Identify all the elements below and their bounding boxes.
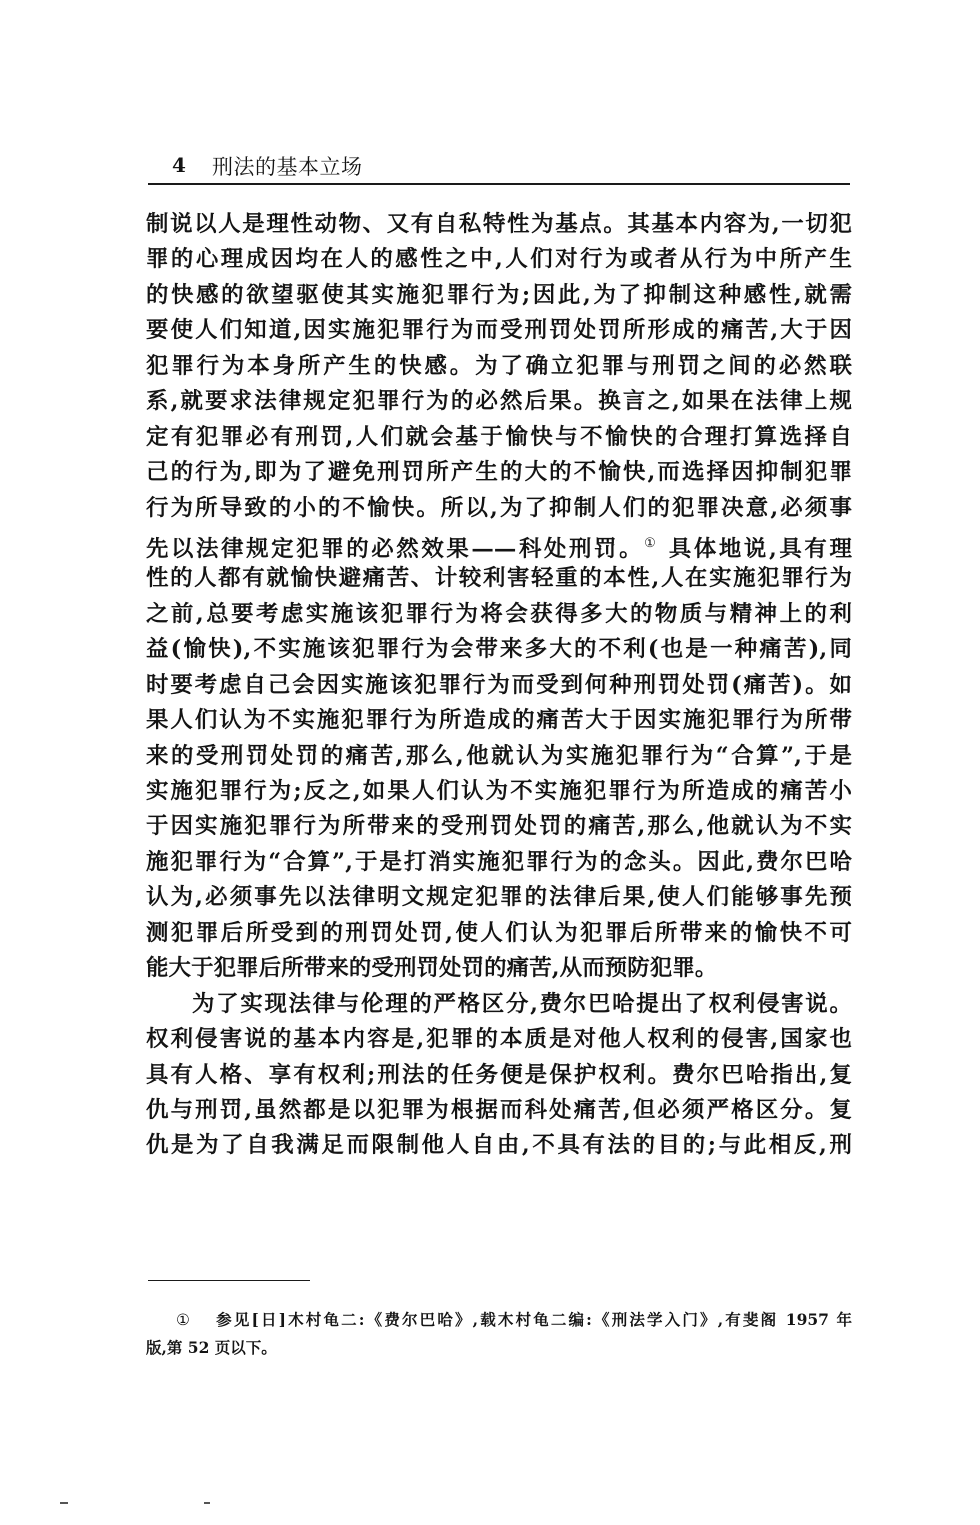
text-line: 性的人都有就愉快避痛苦、计较利害轻重的本性,人在实施犯罪行为 <box>146 565 852 592</box>
text-line: 能大于犯罪后所带来的受刑罚处罚的痛苦,从而预防犯罪。 <box>146 955 718 982</box>
footnote-marker: ① <box>176 1311 190 1329</box>
text-line: 施犯罪行为“合算”,于是打消实施犯罪行为的念头。因此,费尔巴哈 <box>146 848 852 875</box>
text-line: 己的行为,即为了避免刑罚所产生的大的不愉快,而选择因抑制犯罪 <box>146 459 852 486</box>
text-line: 来的受刑罚处罚的痛苦,那么,他就认为实施犯罪行为“合算”,于是 <box>146 742 852 769</box>
text-line: 具有人格、享有权利;刑法的任务便是保护权利。费尔巴哈指出,复 <box>146 1061 852 1088</box>
header-rule <box>148 183 850 185</box>
text-line: 实施犯罪行为;反之,如果人们认为不实施犯罪行为所造成的痛苦小 <box>146 778 852 804</box>
footnote-reference[interactable]: ① <box>644 535 659 551</box>
text-line: 系,就要求法律规定犯罪行为的必然后果。换言之,如果在法律上规 <box>146 388 852 415</box>
text-line: 之前,总要考虑实施该犯罪行为将会获得多大的物质与精神上的利 <box>146 600 852 627</box>
text-segment: 具体地说,具有理 <box>658 535 852 562</box>
text-line: 果人们认为不实施犯罪行为所造成的痛苦大于因实施犯罪行为所带 <box>146 707 852 734</box>
text-line: 权利侵害说的基本内容是,犯罪的本质是对他人权利的侵害,国家也 <box>146 1026 852 1053</box>
running-title: 刑法的基本立场 <box>212 155 363 179</box>
page-number: 4 <box>172 153 186 177</box>
text-line: 测犯罪后所受到的刑罚处罚,使人们认为犯罪后所带来的愉快不可 <box>146 919 852 946</box>
text-line: 要使人们知道,因实施犯罪行为而受刑罚处罚所形成的痛苦,大于因 <box>146 317 852 344</box>
text-line: 犯罪行为本身所产生的快感。为了确立犯罪与刑罚之间的必然联 <box>146 352 852 379</box>
text-line: 于因实施犯罪行为所带来的受刑罚处罚的痛苦,那么,他就认为不实 <box>146 813 852 840</box>
footnote-line: 版,第 52 页以下。 <box>146 1338 277 1357</box>
footnote <box>146 1306 852 1362</box>
footnote-rule <box>148 1280 310 1281</box>
text-line: 时要考虑自己会因实施该犯罪行为而受到何种刑罚处罚(痛苦)。如 <box>146 671 852 698</box>
text-line: 认为,必须事先以法律明文规定犯罪的法律后果,使人们能够事先预 <box>146 884 852 911</box>
scan-artifact <box>60 1502 68 1504</box>
text-line: 为了实现法律与伦理的严格区分,费尔巴哈提出了权利侵害说。 <box>192 990 852 1017</box>
text-line: 益(愉快),不实施该犯罪行为会带来多大的不利(也是一种痛苦),同 <box>146 636 852 663</box>
footnote-text: 参见[日]木村龟二:《费尔巴哈》,载木村龟二编:《刑法学入门》,有斐阁 1957 年 <box>214 1310 852 1329</box>
text-line: 制说以人是理性动物、又有自私特性为基点。其基本内容为,一切犯 <box>146 211 852 237</box>
text-line: 罪的心理成因均在人的感性之中,人们对行为或者从行为中所产生 <box>146 246 852 273</box>
text-line: 行为所导致的小的不愉快。所以,为了抑制人们的犯罪决意,必须事 <box>146 494 852 521</box>
text-line: 仇是为了自我满足而限制他人自由,不具有法的目的;与此相反,刑 <box>146 1132 852 1159</box>
text-line: 定有犯罪必有刑罚,人们就会基于愉快与不愉快的合理打算选择自 <box>146 423 852 450</box>
page-header <box>148 150 848 184</box>
body-text <box>146 207 852 1164</box>
text-line-with-footnote-ref <box>146 526 852 561</box>
footnote-line <box>146 1306 852 1334</box>
scan-artifact <box>204 1502 210 1504</box>
text-line: 仇与刑罚,虽然都是以犯罪为根据而科处痛苦,但必须严格区分。复 <box>146 1096 852 1123</box>
text-segment: 先以法律规定犯罪的必然效果——科处刑罚。 <box>146 535 645 562</box>
text-line: 的快感的欲望驱使其实施犯罪行为;因此,为了抑制这种感性,就需 <box>146 281 852 308</box>
